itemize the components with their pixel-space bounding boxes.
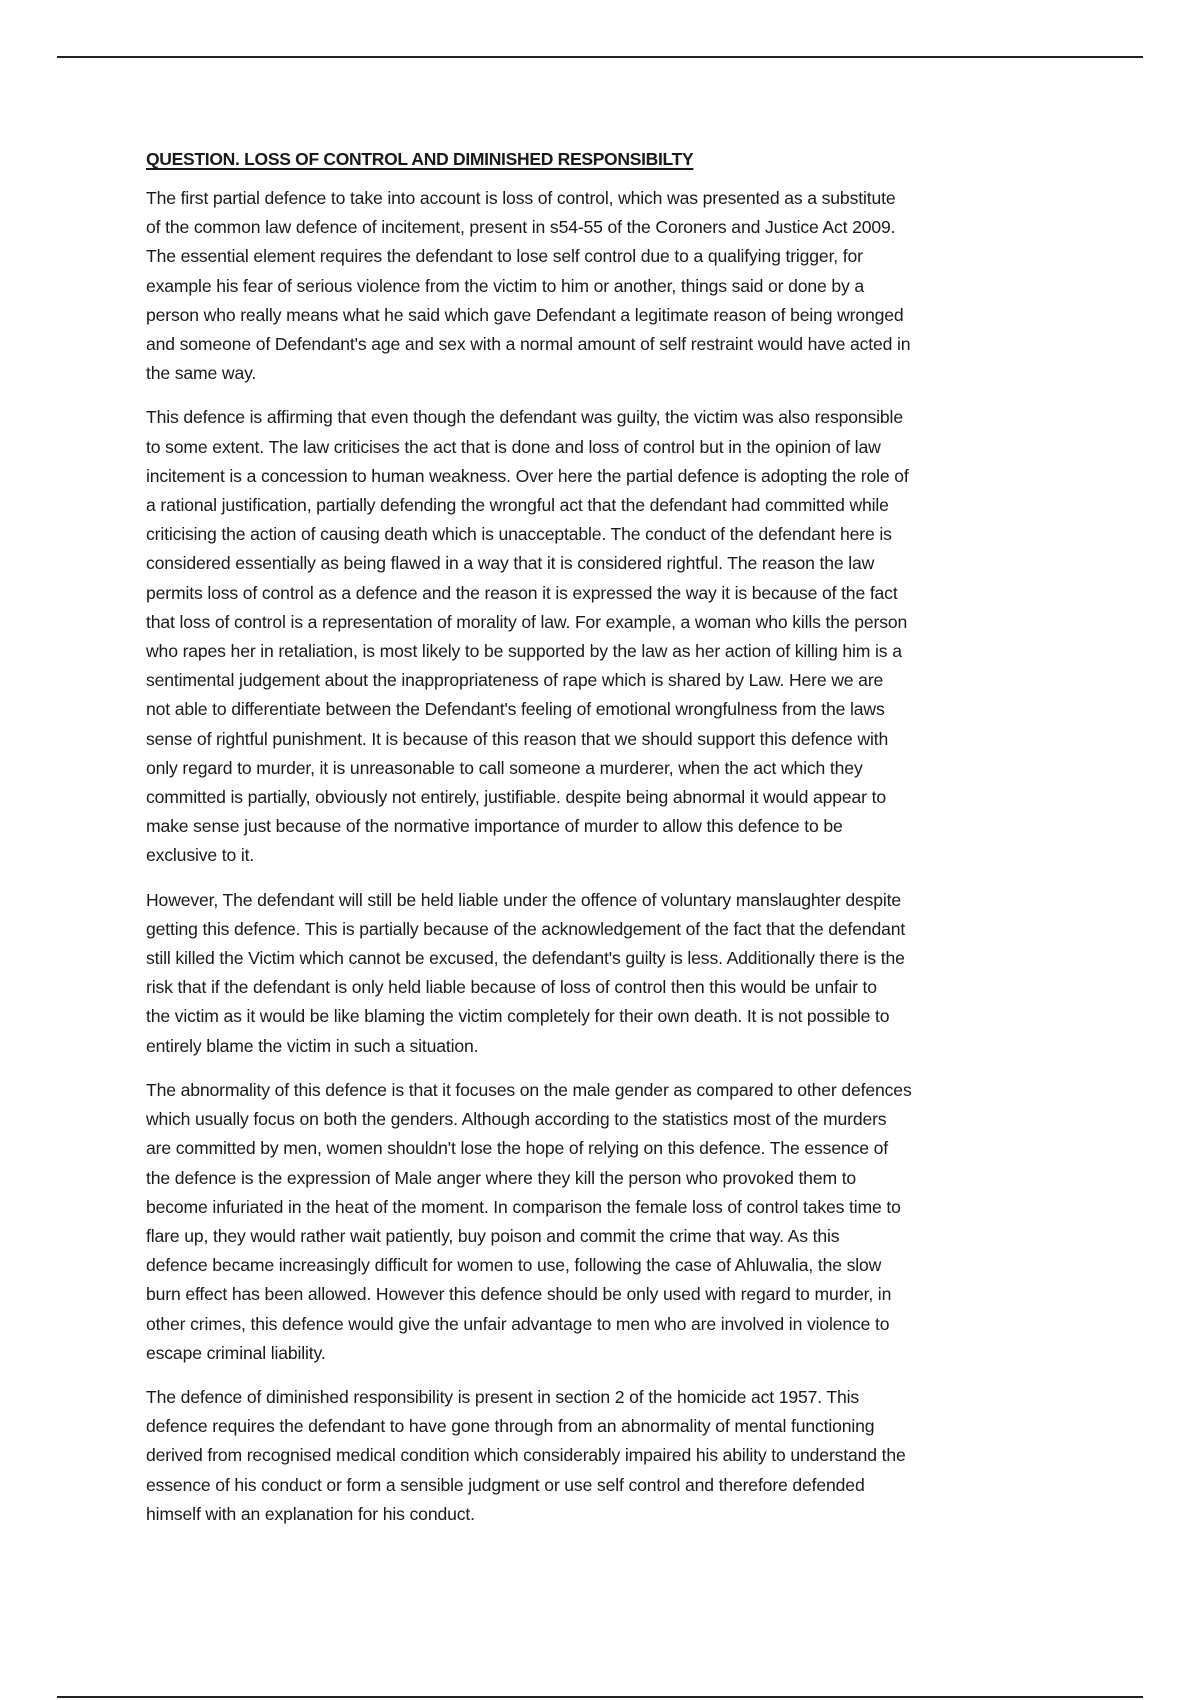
paragraph-line: escape criminal liability. (146, 1342, 326, 1363)
paragraph-1 (146, 184, 1066, 388)
footer-rule (57, 1696, 1143, 1698)
paragraph-line: The essential element requires the defendant to lose self control due to a qualifying trigger, for (146, 246, 863, 267)
paragraph-line: to some extent. The law criticises the act that is done and loss of control but in the opinion of law (146, 436, 881, 457)
paragraph-line: flare up, they would rather wait patiently, buy poison and commit the crime that way. As this (146, 1225, 840, 1246)
paragraph-line: only regard to murder, it is unreasonable to call someone a murderer, when the act which they (146, 757, 863, 778)
paragraph-line: essence of his conduct or form a sensible judgment or use self control and therefore defended (146, 1474, 865, 1495)
paragraph-line: the same way. (146, 363, 257, 384)
paragraph-line: himself with an explanation for his conduct. (146, 1503, 475, 1524)
paragraph-line: sentimental judgement about the inappropriateness of rape which is shared by Law. Here we are (146, 670, 884, 691)
paragraph-line: are committed by men, women shouldn't lose the hope of relying on this defence. The essence of (146, 1138, 888, 1159)
paragraph-line: committed is partially, obviously not entirely, justifiable. despite being abnormal it would appear to (146, 787, 886, 808)
paragraph-line: defence requires the defendant to have gone through from an abnormality of mental functioning (146, 1416, 875, 1437)
paragraph-5 (146, 1383, 1066, 1529)
paragraph-line: still killed the Victim which cannot be excused, the defendant's guilty is less. Additionally there is the (146, 948, 905, 969)
paragraph-line: not able to differentiate between the Defendant's feeling of emotional wrongfulness from the laws (146, 699, 885, 720)
paragraph-line: and someone of Defendant's age and sex with a normal amount of self restraint would have acted in (146, 334, 911, 355)
paragraph-line: permits loss of control as a defence and the reason it is expressed the way it is because of the fact (146, 582, 898, 603)
paragraph-line: The first partial defence to take into account is loss of control, which was presented as a substitute (146, 188, 896, 208)
document-body (146, 144, 1066, 1544)
question-heading: QUESTION. LOSS OF CONTROL AND DIMINISHED RESPONSIBILTY (146, 149, 694, 169)
paragraph-line: burn effect has been allowed. However this defence should be only used with regard to murder, in (146, 1284, 892, 1305)
paragraph-line: entirely blame the victim in such a situation. (146, 1035, 479, 1056)
paragraph-line: that loss of control is a representation of morality of law. For example, a woman who kills the person (146, 611, 908, 632)
paragraph-line: which usually focus on both the genders. Although according to the statistics most of the murders (146, 1109, 887, 1130)
paragraph-line: getting this defence. This is partially because of the acknowledgement of the fact that the defendant (146, 918, 906, 939)
paragraph-line: exclusive to it. (146, 845, 255, 866)
paragraph-4 (146, 1076, 1066, 1368)
paragraph-line: of the common law defence of incitement, present in s54-55 of the Coroners and Justice Act 2009. (146, 217, 896, 238)
paragraph-line: the defence is the expression of Male anger where they kill the person who provoked them to (146, 1167, 857, 1188)
paragraph-line: who rapes her in retaliation, is most likely to be supported by the law as her action of killing him is a (146, 641, 902, 662)
paragraph-line: person who really means what he said which gave Defendant a legitimate reason of being wronged (146, 304, 904, 325)
paragraph-line: make sense just because of the normative importance of murder to allow this defence to be (146, 816, 843, 837)
paragraph-line: a rational justification, partially defending the wrongful act that the defendant had committed while (146, 495, 889, 516)
paragraph-line: considered essentially as being flawed in a way that it is considered rightful. The reason the law (146, 553, 875, 574)
paragraph-line: criticising the action of causing death which is unacceptable. The conduct of the defendant here is (146, 524, 892, 545)
paragraph-line: incitement is a concession to human weakness. Over here the partial defence is adopting the role of (146, 465, 909, 486)
paragraph-line: The abnormality of this defence is that it focuses on the male gender as compared to other defences (146, 1079, 912, 1100)
paragraphs-container (146, 184, 1066, 1529)
paragraph-line: The defence of diminished responsibility is present in section 2 of the homicide act 1957. This (146, 1386, 860, 1407)
paragraph-line: become infuriated in the heat of the moment. In comparison the female loss of control takes time to (146, 1196, 901, 1217)
paragraph-line: This defence is affirming that even though the defendant was guilty, the victim was also responsible (146, 407, 903, 428)
header-rule (57, 56, 1143, 58)
paragraph-line: defence became increasingly difficult for women to use, following the case of Ahluwalia, the slow (146, 1255, 882, 1276)
paragraph-line: risk that if the defendant is only held liable because of loss of control then this would be unfair to (146, 977, 877, 998)
paragraph-2 (146, 403, 1066, 870)
paragraph-line: However, The defendant will still be held liable under the offence of voluntary manslaughter despite (146, 889, 902, 910)
paragraph-line: derived from recognised medical condition which considerably impaired his ability to understand the (146, 1445, 906, 1466)
paragraph-3 (146, 886, 1066, 1061)
paragraph-line: sense of rightful punishment. It is because of this reason that we should support this defence with (146, 728, 889, 749)
paragraph-line: the victim as it would be like blaming the victim completely for their own death. It is not possible to (146, 1006, 890, 1027)
paragraph-line: other crimes, this defence would give the unfair advantage to men who are involved in violence to (146, 1313, 890, 1334)
paragraph-line: example his fear of serious violence from the victim to him or another, things said or done by a (146, 275, 865, 296)
